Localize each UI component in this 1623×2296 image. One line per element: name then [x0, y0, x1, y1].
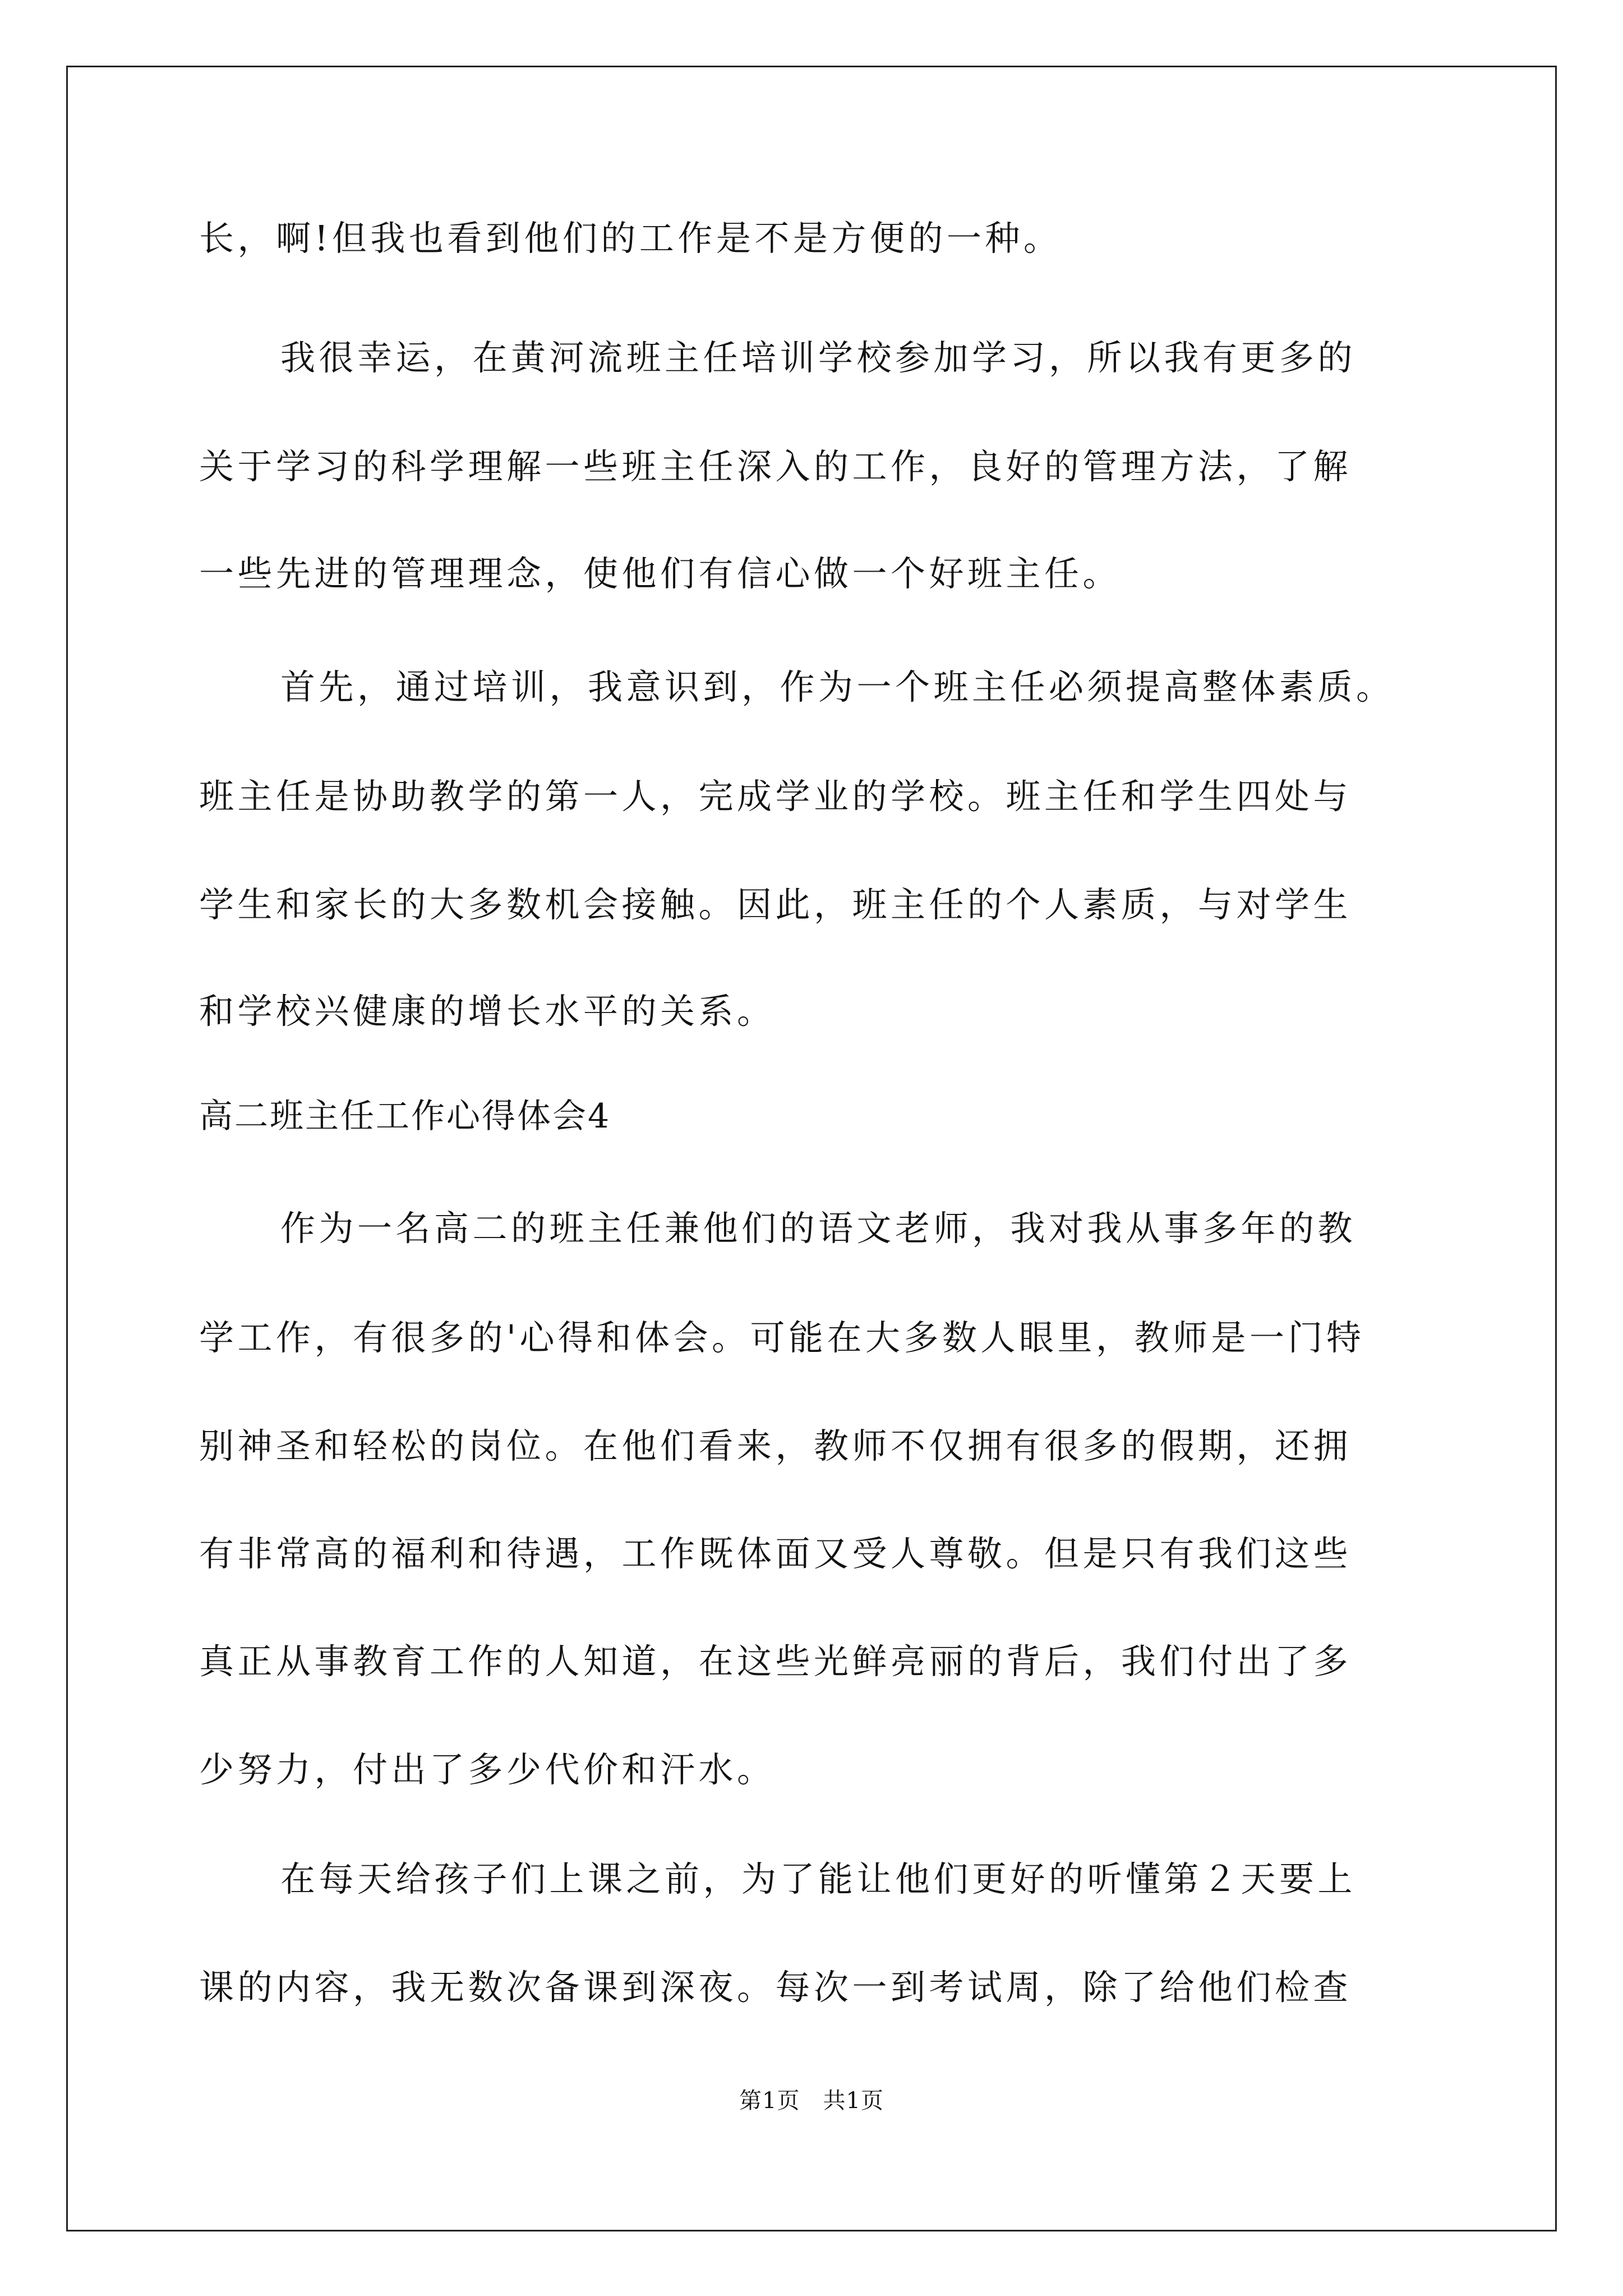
text-line-7: 学生和家长的大多数机会接触。因此，班主任的个人素质，与对学生: [199, 884, 1352, 925]
text-line-14: 真正从事教育工作的人知道，在这些光鲜亮丽的背后，我们付出了多: [199, 1641, 1352, 1682]
page-border: [66, 66, 1557, 2231]
text-line-15: 少努力，付出了多少代价和汗水。: [199, 1749, 776, 1790]
text-line-2: 我很幸运，在黄河流班主任培训学校参加学习，所以我有更多的: [280, 337, 1357, 378]
text-line-5: 首先，通过培训，我意识到，作为一个班主任必须提高整体素质。: [280, 666, 1395, 707]
text-line-12: 别神圣和轻松的岗位。在他们看来，教师不仅拥有很多的假期，还拥: [199, 1425, 1352, 1466]
text-line-1: 长，啊!但我也看到他们的工作是不是方便的一种。: [199, 218, 1062, 259]
section-heading: 高二班主任工作心得体会4: [199, 1097, 611, 1136]
text-line-8: 和学校兴健康的增长水平的关系。: [199, 991, 776, 1032]
text-line-16: 在每天给孩子们上课之前，为了能让他们更好的听懂第２天要上: [280, 1858, 1357, 1899]
text-line-10: 作为一名高二的班主任兼他们的语文老师，我对我从事多年的教: [280, 1208, 1357, 1249]
text-line-17: 课的内容，我无数次备课到深夜。每次一到考试周，除了给他们检查: [199, 1967, 1352, 2008]
text-line-3: 关于学习的科学理解一些班主任深入的工作，良好的管理方法，了解: [199, 446, 1352, 487]
text-line-13: 有非常高的福利和待遇，工作既体面又受人尊敬。但是只有我们这些: [199, 1533, 1352, 1574]
text-line-6: 班主任是协助教学的第一人，完成学业的学校。班主任和学生四处与: [199, 776, 1352, 817]
text-line-4: 一些先进的管理理念，使他们有信心做一个好班主任。: [199, 553, 1122, 594]
page-footer: 第1页 共1页: [739, 2088, 884, 2114]
text-line-11: 学工作，有很多的'心得和体会。可能在大多数人眼里，教师是一门特: [199, 1317, 1365, 1358]
